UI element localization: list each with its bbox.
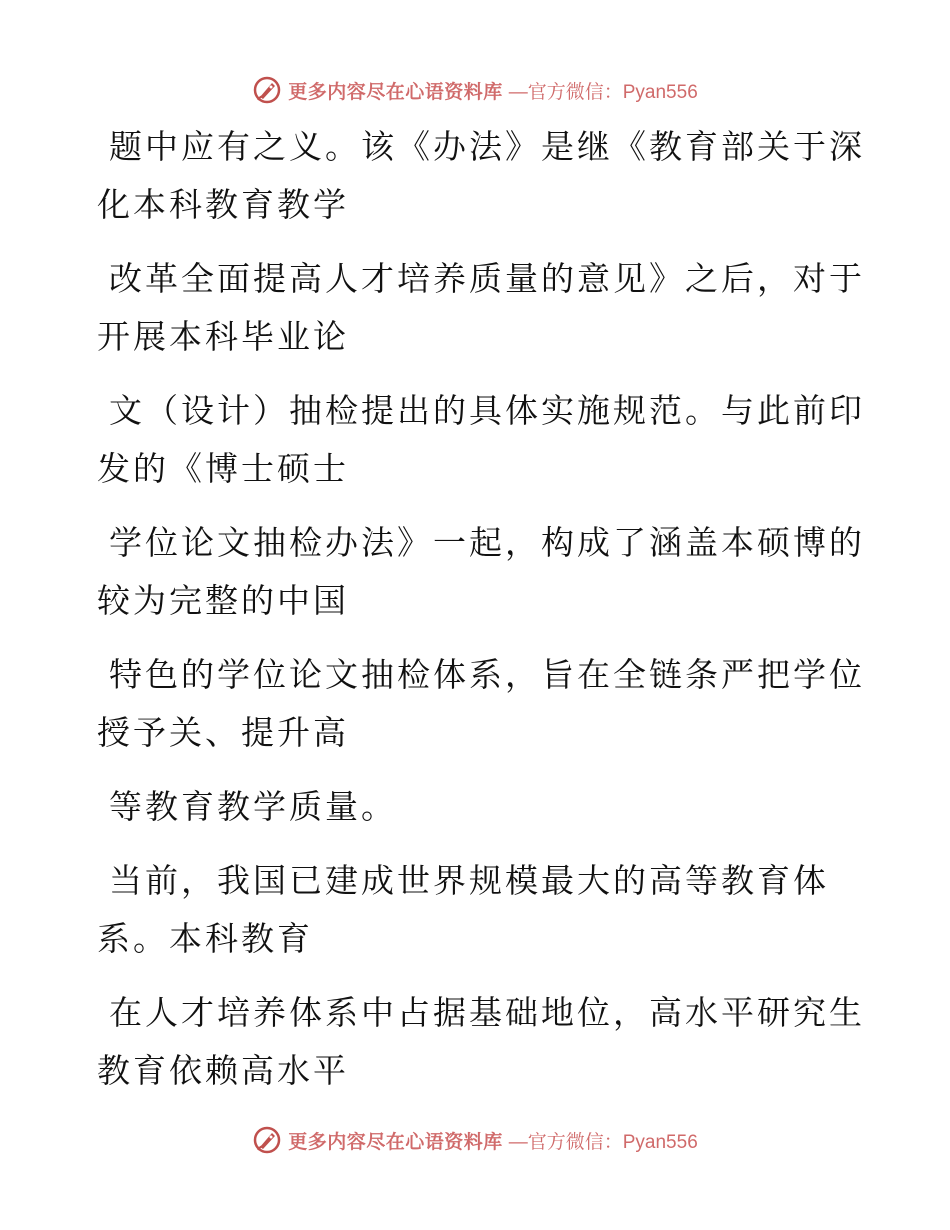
text-line: 在人才培养体系中占据基础地位，高水平研究生 bbox=[109, 993, 865, 1032]
watermark-contact-text: —官方微信：Pyan556 bbox=[508, 81, 698, 103]
text-line: 题中应有之义。该《办法》是继《教育部关于深 bbox=[109, 127, 865, 166]
text-line: 改革全面提高人才培养质量的意见》之后，对于 bbox=[109, 259, 865, 298]
header-watermark bbox=[0, 70, 950, 110]
header-watermark-content bbox=[252, 75, 698, 105]
text-line: 化本科教育教学 bbox=[97, 185, 349, 224]
text-line: 当前，我国已建成世界规模最大的高等教育体 bbox=[109, 861, 829, 900]
watermark-brand-text: 更多内容尽在心语资料库 bbox=[288, 80, 503, 103]
text-line: 特色的学位论文抽检体系，旨在全链条严把学位 bbox=[109, 655, 865, 694]
text-line: 授予关、提升高 bbox=[97, 713, 349, 752]
watermark-brand-text: 更多内容尽在心语资料库 bbox=[288, 1130, 503, 1153]
text-line: 教育依赖高水平 bbox=[97, 1051, 349, 1090]
text-line: 较为完整的中国 bbox=[97, 581, 349, 620]
document-body bbox=[97, 118, 865, 1100]
text-line: 系。本科教育 bbox=[97, 919, 313, 958]
text-line: 学位论文抽检办法》一起，构成了涵盖本硕博的 bbox=[109, 523, 865, 562]
footer-watermark-content bbox=[252, 1125, 698, 1155]
text-line: 文（设计）抽检提出的具体实施规范。与此前印 bbox=[109, 391, 865, 430]
text-line: 等教育教学质量。 bbox=[109, 787, 397, 826]
text-line: 开展本科毕业论 bbox=[97, 317, 349, 356]
watermark-contact-text: —官方微信：Pyan556 bbox=[508, 1131, 698, 1153]
pen-nib-logo-icon bbox=[252, 75, 282, 105]
pen-nib-logo-icon bbox=[252, 1125, 282, 1155]
footer-watermark bbox=[0, 1120, 950, 1160]
text-line: 发的《博士硕士 bbox=[97, 449, 349, 488]
